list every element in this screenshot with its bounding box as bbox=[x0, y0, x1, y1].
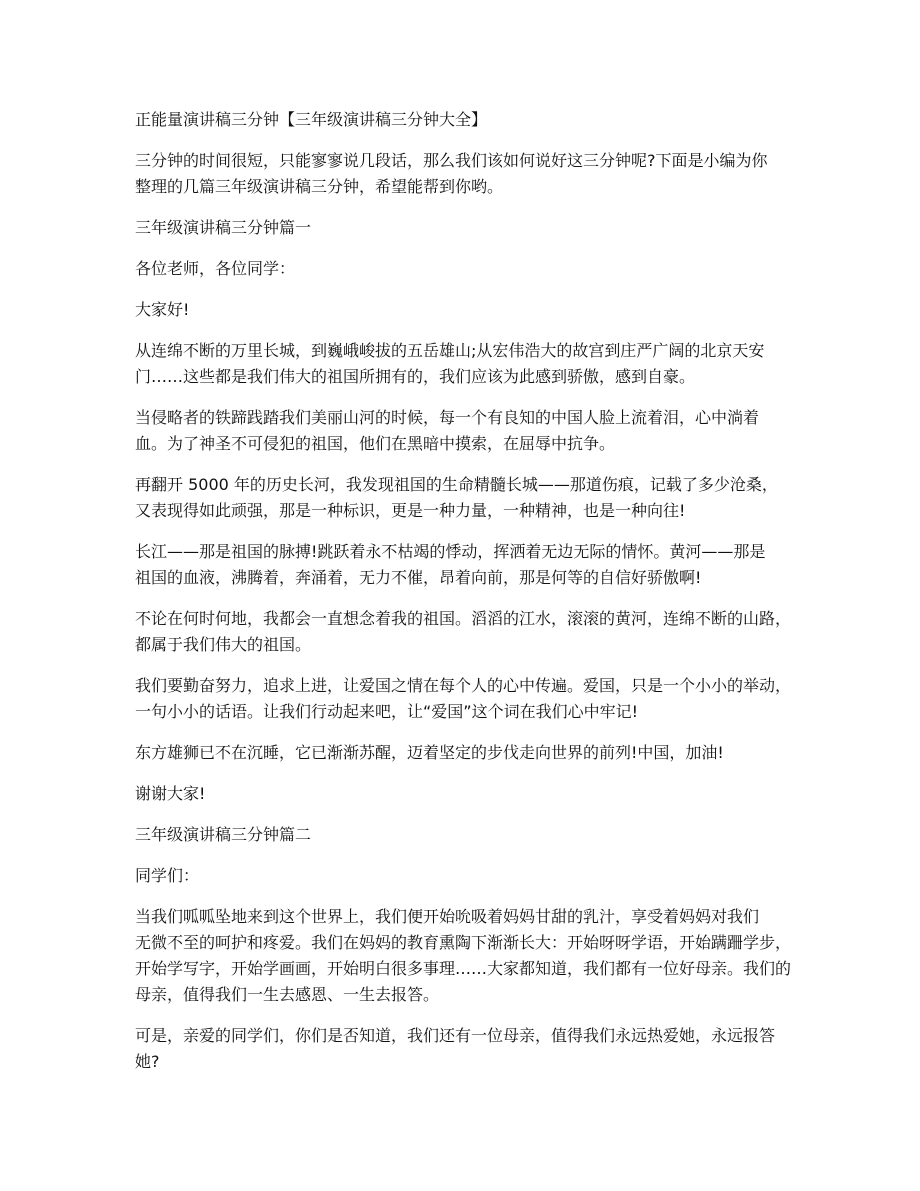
paragraph bbox=[135, 256, 815, 282]
paragraph-line: 我们要勤奋努力，追求上进，让爱国之情在每个人的心中传遍。爱国，只是一个小小的举动， bbox=[135, 676, 792, 695]
paragraph bbox=[135, 405, 815, 457]
paragraph bbox=[135, 740, 815, 766]
paragraph-line: 又表现得如此顽强，那是一种标识，更是一种力量，一种精神，也是一种向往! bbox=[135, 501, 686, 520]
title-line: 正能量演讲稿三分钟【三年级演讲稿三分钟大全】 bbox=[135, 110, 488, 129]
paragraph-line: 各位老师，各位同学： bbox=[135, 259, 296, 278]
paragraph-line: 同学们： bbox=[135, 866, 200, 885]
paragraph bbox=[135, 904, 815, 1008]
paragraph bbox=[135, 472, 815, 524]
paragraph bbox=[135, 148, 815, 200]
paragraph bbox=[135, 822, 815, 848]
paragraph-line: 无微不至的呵护和疼爱。我们在妈妈的教育熏陶下渐渐长大：开始呀呀学语，开始蹒跚学步， bbox=[135, 933, 792, 952]
paragraph-line: 从连绵不断的万里长城，到巍峨峻拔的五岳雄山;从宏伟浩大的故宫到庄严广阔的北京天安 bbox=[135, 341, 765, 360]
paragraph-line: 大家好! bbox=[135, 300, 190, 319]
paragraph-line: 母亲，值得我们一生去感恩、一生去报答。 bbox=[135, 985, 440, 1004]
paragraph-line: 三年级演讲稿三分钟篇一 bbox=[135, 218, 312, 237]
paragraph-line: 门……这些都是我们伟大的祖国所拥有的，我们应该为此感到骄傲，感到自豪。 bbox=[135, 367, 696, 386]
paragraph bbox=[135, 673, 815, 725]
paragraph-line: 她? bbox=[135, 1052, 160, 1071]
paragraph bbox=[135, 338, 815, 390]
paragraph-line: 当我们呱呱坠地来到这个世界上，我们便开始吮吸着妈妈甘甜的乳汁，享受着妈妈对我们 bbox=[135, 907, 760, 926]
document-body bbox=[135, 148, 815, 1075]
paragraph-line: 整理的几篇三年级演讲稿三分钟，希望能帮到你哟。 bbox=[135, 177, 504, 196]
paragraph-line: 不论在何时何地，我都会一直想念着我的祖国。滔滔的江水，滚滚的黄河，连绵不断的山路， bbox=[135, 609, 792, 628]
paragraph-line: 再翻开 5000 年的历史长河，我发现祖国的生命精髓长城——那道伤痕，记载了多少沧桑， bbox=[135, 475, 778, 494]
paragraph bbox=[135, 606, 815, 658]
paragraph bbox=[135, 1023, 815, 1075]
paragraph-line: 东方雄狮已不在沉睡，它已渐渐苏醒，迈着坚定的步伐走向世界的前列!中国，加油! bbox=[135, 743, 724, 762]
paragraph-line: 谢谢大家! bbox=[135, 784, 206, 803]
document-title bbox=[135, 107, 815, 133]
paragraph-line: 长江——那是祖国的脉搏!跳跃着永不枯竭的悸动，挥洒着无边无际的情怀。黄河——那是 bbox=[135, 542, 766, 561]
paragraph-line: 都属于我们伟大的祖国。 bbox=[135, 635, 312, 654]
paragraph bbox=[135, 781, 815, 807]
paragraph bbox=[135, 297, 815, 323]
paragraph-line: 祖国的血液，沸腾着，奔涌着，无力不催，昂着向前，那是何等的自信好骄傲啊! bbox=[135, 568, 702, 587]
paragraph bbox=[135, 215, 815, 241]
paragraph-line: 血。为了神圣不可侵犯的祖国，他们在黑暗中摸索，在屈辱中抗争。 bbox=[135, 434, 616, 453]
paragraph bbox=[135, 539, 815, 591]
paragraph-line: 三分钟的时间很短，只能寥寥说几段话，那么我们该如何说好这三分钟呢?下面是小编为你 bbox=[135, 151, 768, 170]
document-page bbox=[135, 107, 815, 1090]
paragraph-line: 开始学写字，开始学画画，开始明白很多事理……大家都知道，我们都有一位好母亲。我们的 bbox=[135, 959, 792, 978]
paragraph bbox=[135, 863, 815, 889]
paragraph-line: 当侵略者的铁蹄践踏我们美丽山河的时候，每一个有良知的中国人脸上流着泪，心中淌着 bbox=[135, 408, 760, 427]
paragraph-line: 三年级演讲稿三分钟篇二 bbox=[135, 825, 312, 844]
paragraph-line: 一句小小的话语。让我们行动起来吧，让“爱国”这个词在我们心中牢记! bbox=[135, 702, 638, 721]
paragraph-line: 可是，亲爱的同学们，你们是否知道，我们还有一位母亲，值得我们永远热爱她，永远报答 bbox=[135, 1026, 776, 1045]
